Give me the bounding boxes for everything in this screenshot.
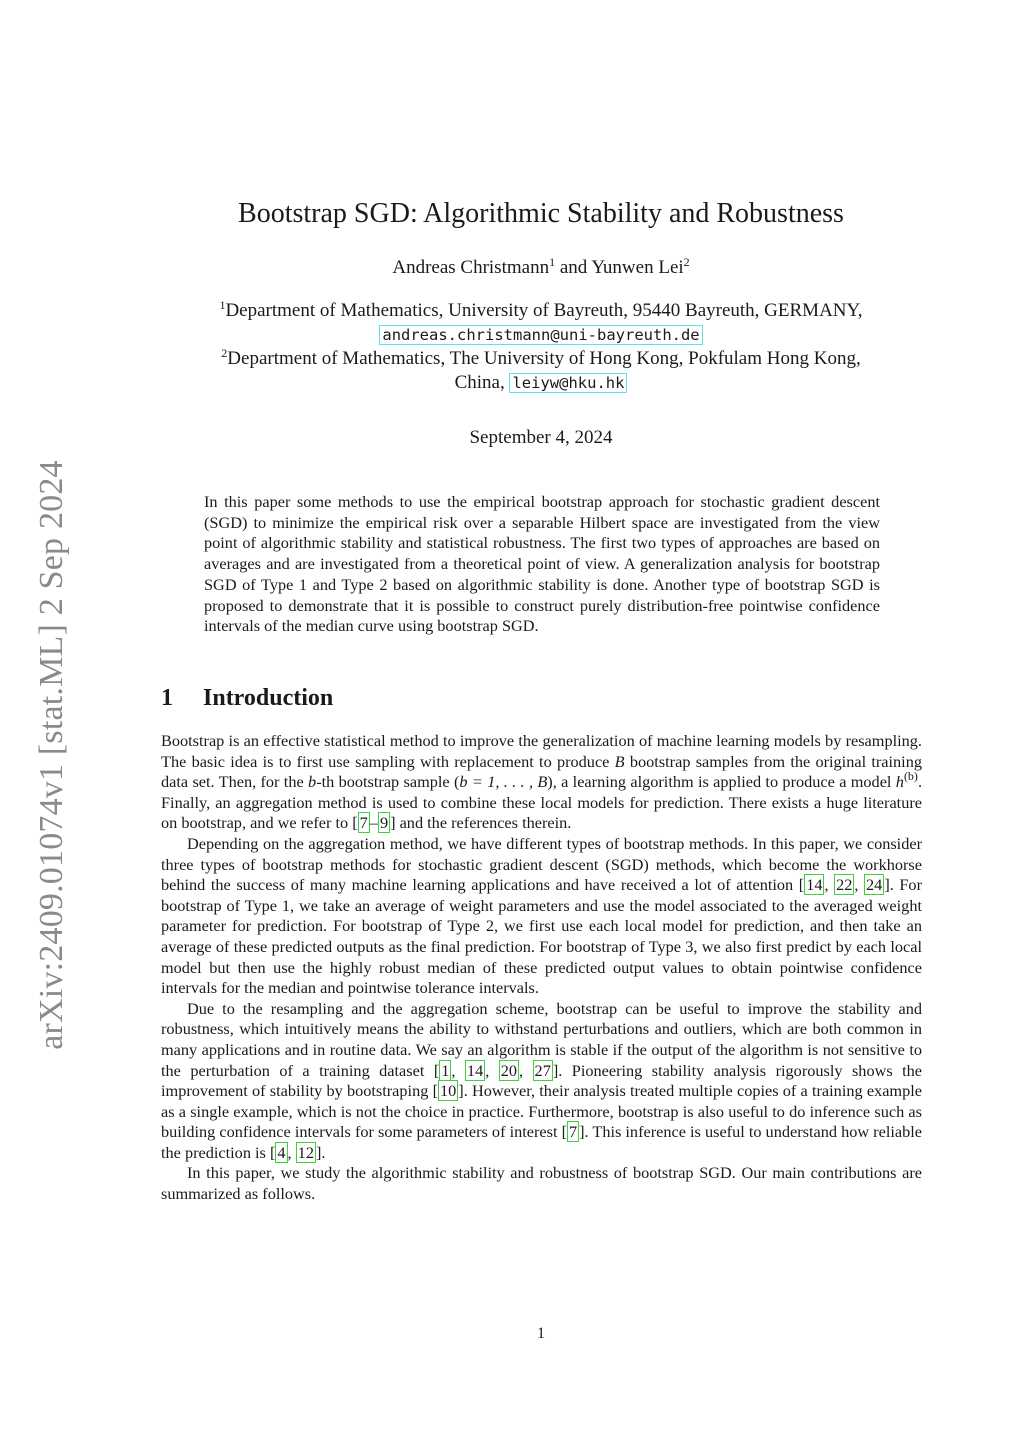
affiliation-country: China, [454,372,505,393]
citation-link[interactable]: 7 [359,813,368,833]
citation-link[interactable]: 12 [297,1142,314,1162]
affiliation-1 [160,299,922,347]
citation-link[interactable]: 14 [806,875,823,895]
author-line [160,257,922,279]
paragraph: Bootstrap is an effective statistical method to improve the generalization of machine learning models by resampling. The basic idea is to first use sampling with replacement to produce B bootstrap samples from the original training data set. Then, for the b-th bootstrap sample (b = 1, . . . , B), a learning algorithm is applied to produce a model $h^{(b)}$. Finally, an aggregation method is used to combine these local models for prediction. There exists a huge literature on bootstrap, and we refer to [ 7 – 9 ] and the references therein. [161,731,923,833]
paragraph: In this paper, we study the algorithmic stability and robustness of bootstrap SGD. Our main contributions are summarized as follows. [161,1163,922,1204]
affiliation-marker: 2 [221,346,228,360]
section-number: 1 [161,685,173,711]
email-link[interactable]: leiyw@hku.hk [509,373,627,393]
arxiv-sidebar-stamp: arXiv:2409.01074v1 [stat.ML] 2 Sep 2024 [33,460,70,1050]
paper-date: September 4, 2024 [469,427,613,448]
citation-link[interactable]: 20 [500,1060,518,1080]
citation-link[interactable]: 24 [866,875,883,895]
citation-link[interactable]: 4 [277,1142,286,1162]
affiliation-marker: 2 [683,255,690,269]
citation-link[interactable]: 7 [568,1122,578,1142]
paper-title: Bootstrap SGD: Algorithmic Stability and Robustness [238,198,844,229]
affiliation-text: Department of Mathematics, University of Bayreuth, 95440 Bayreuth, GERMANY, [225,300,863,321]
citation-link[interactable]: 10 [440,1081,457,1101]
author-name: Andreas Christmann [392,257,550,278]
email-link[interactable]: andreas.christmann@uni-bayreuth.de [379,325,702,345]
citation-link[interactable]: 22 [836,875,853,895]
section-heading [161,685,333,712]
affiliation-2 [160,347,922,395]
affiliation-text: Department of Mathematics, The University of Hong Kong, Pokfulam Hong Kong, [227,348,861,369]
abstract: In this paper some methods to use the empirical bootstrap approach for stochastic gradient descent (SGD) to minimize the empirical risk over a separable Hilbert space are investigated from the view point of algorithmic stability and statistical robustness. The first two types of approaches are based on averages and are investigated from a theoretical point of view. A generalization analysis for bootstrap SGD of Type 1 and Type 2 based on algorithmic stability is done. Another type of bootstrap SGD is proposed to demonstrate that it is possible to construct purely distribution-free pointwise confidence intervals of the median curve using bootstrap SGD. [204,492,880,636]
paragraph: Due to the resampling and the aggregation scheme, bootstrap can be useful to improve the stability and robustness, which intuitively means the ability to withstand perturbations and outliers, which are both common in many applications and in routine data. We say an algorithm is stable if the output of the algorithm is not sensitive to the perturbation of a training dataset [ 1 , 14 , 20 , 27 ]. Pioneering stability analysis rigorously shows the improvement of stability by bootstraping [ 10 ]. However, their analysis treated multiple copies of a training example as a single example, which is not the choice in practice. Furthermore, bootstrap is also useful to do inference such as building confidence intervals for some parameters of interest [ 7 ]. This inference is useful to understand how reliable the prediction is [ 4 , 12 ]. [161,998,923,1162]
affiliation-marker: 1 [549,255,556,269]
authors-conjunction: and [559,257,588,278]
page-number: 1 [537,1325,545,1342]
paragraph: Depending on the aggregation method, we have different types of bootstrap methods. In this paper, we consider three types of bootstrap methods for stochastic gradient descent (SGD) methods, which become the workhorse behind the success of many machine learning applications and have received a lot of attention [ 14 , 22 , 24 ]. For bootstrap of Type 1, we take an average of weight parameters and use the model associated to the averaged weight parameter for prediction. For bootstrap of Type 2, we first use each local model for prediction, and then take an average of these predicted outputs as the final prediction. For bootstrap of Type 3, we also first predict by each local model but then use the highly robust median of these predicted output values to obtain pointwise confidence intervals for the median and pointwise tolerance intervals. [161,833,922,998]
section-body [161,731,922,1205]
affiliation-marker: 1 [219,298,226,312]
citation-link[interactable]: 14 [466,1060,484,1080]
citation-link[interactable]: 9 [379,813,389,833]
author-name: Yunwen Lei [591,257,684,278]
citation-link[interactable]: 1 [441,1060,450,1080]
citation-link[interactable]: 27 [534,1060,551,1080]
section-title: Introduction [203,685,334,711]
